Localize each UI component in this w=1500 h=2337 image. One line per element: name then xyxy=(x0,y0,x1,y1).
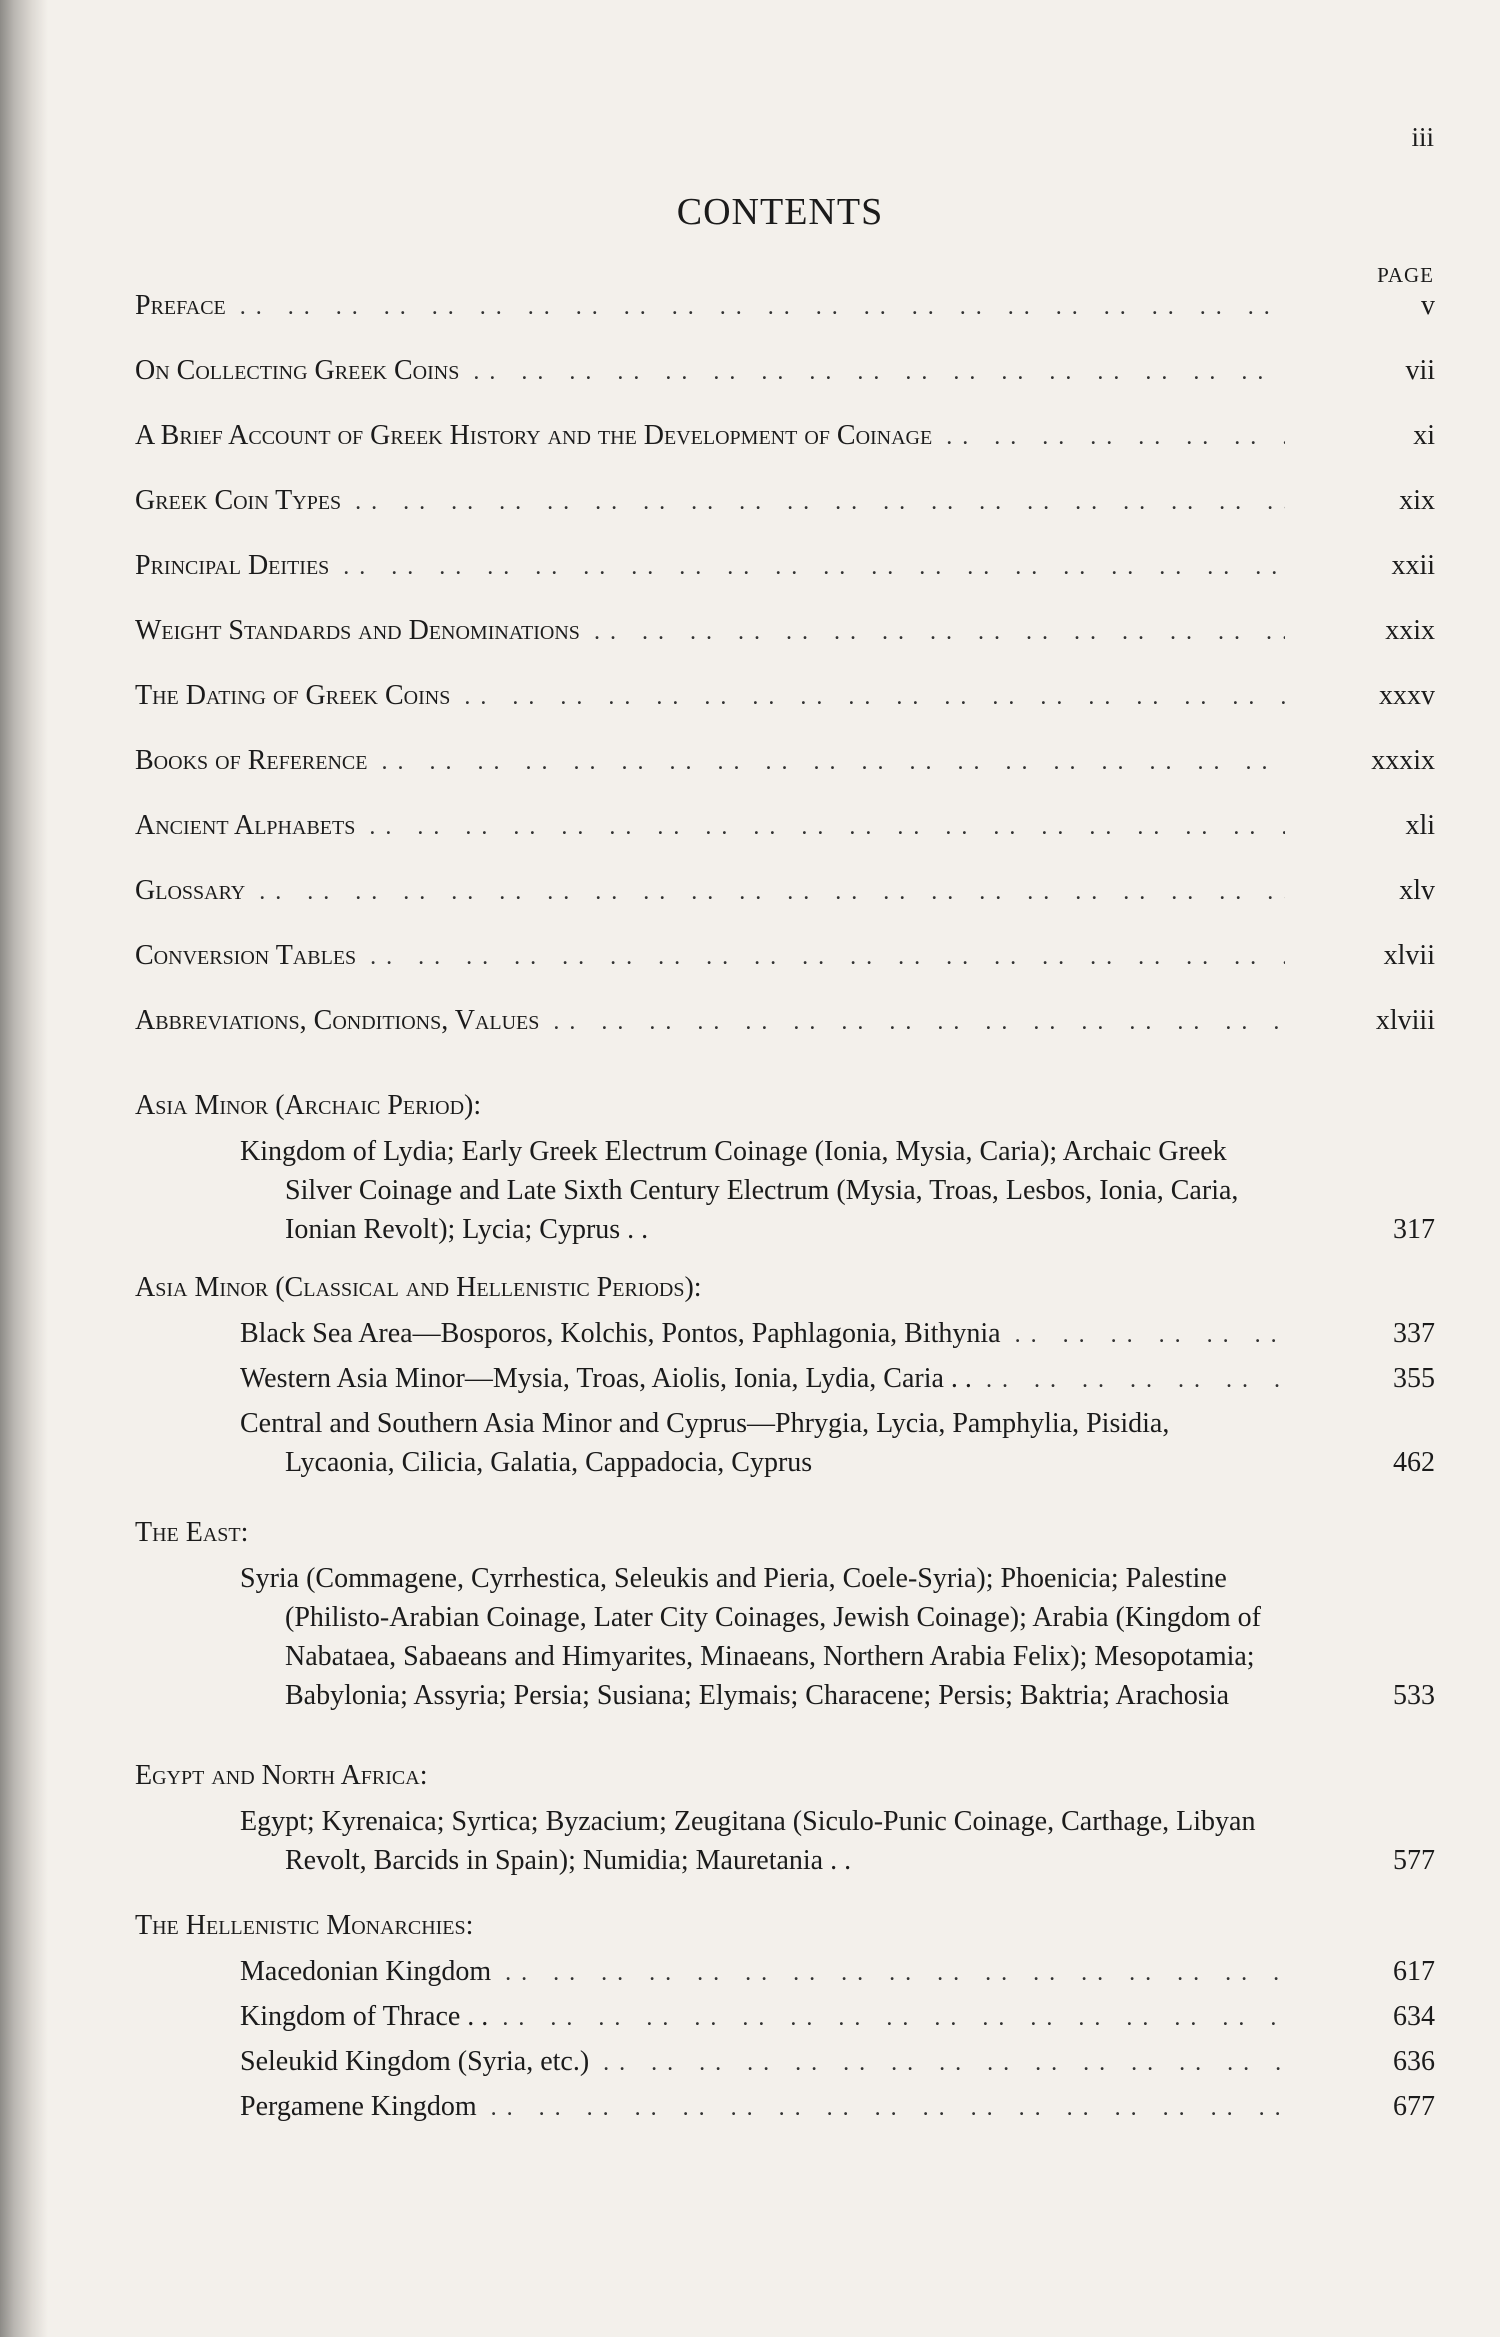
subentry-page: 462 xyxy=(1393,1447,1435,1478)
subentry-page: 355 xyxy=(1393,1363,1435,1394)
subentry-text: Western Asia Minor—Mysia, Troas, Aiolis, Ionia, Lydia, Caria . . xyxy=(240,1363,972,1394)
toc-entry-page: xxix xyxy=(1385,615,1435,646)
leader-dots xyxy=(505,1954,1285,1993)
subentry-text: Pergamene Kingdom xyxy=(240,2091,477,2122)
toc-entry-page: xlv xyxy=(1399,875,1435,906)
page-number: iii xyxy=(1411,122,1434,152)
subentry-page: 677 xyxy=(1393,2091,1435,2122)
toc-entry[interactable] xyxy=(135,810,1435,854)
toc-entry[interactable] xyxy=(135,940,1435,984)
toc-entry-label: On Collecting Greek Coins xyxy=(135,355,460,386)
subentry-page: 317 xyxy=(1393,1214,1435,1245)
subentry-text: Macedonian Kingdom xyxy=(240,1956,492,1987)
leader-dots xyxy=(370,944,1285,971)
leader-dots xyxy=(369,814,1285,841)
toc-entry-label: Ancient Alphabets xyxy=(135,810,356,841)
page-title: CONTENTS xyxy=(676,191,884,233)
subentry-text: Syria (Commagene, Cyrrhestica, Seleukis and Pieria, Coele-Syria); Phoenicia; Palestine (Philisto-Arabian Coinage, Later City Coinages, Jewish Coinage); Arabia (Kingdom of Nabataea, Sabaeans and Himyarites, Minaeans, Northern Arabia Felix); Mesopotamia; Babylonia; Assyria; Persia; Susiana; Elymais; Characene; Persis; Baktria; Arachosia xyxy=(240,1563,1261,1711)
toc-entry-page: xlviii xyxy=(1375,1005,1435,1036)
page-binding-shadow xyxy=(0,0,48,2337)
section-heading: Egypt and North Africa: xyxy=(135,1760,428,1791)
leader-dots xyxy=(502,1999,1285,2038)
toc-section xyxy=(135,1517,1435,1719)
toc-subentry[interactable] xyxy=(135,1802,1435,1880)
toc-entry-label: A Brief Account of Greek History and the Development of Coinage xyxy=(135,420,933,451)
toc-subentry[interactable] xyxy=(135,1132,1435,1249)
toc-entry-page: xlvii xyxy=(1383,940,1435,971)
leader-dots xyxy=(491,2089,1285,2128)
toc-entry[interactable] xyxy=(135,485,1435,529)
toc-entry[interactable] xyxy=(135,680,1435,724)
toc-subentry[interactable] xyxy=(135,1314,1435,1355)
toc-entry-label: Principal Deities xyxy=(135,550,330,581)
leader-dots xyxy=(355,489,1285,516)
subentry-text: Kingdom of Thrace . . xyxy=(240,2001,489,2032)
subentry-text: Kingdom of Lydia; Early Greek Electrum Coinage (Ionia, Mysia, Caria); Archaic Greek Silver Coinage and Late Sixth Century Electrum (Mysia, Troas, Lesbos, Ionia, Caria, Ionian Revolt); Lycia; Cyprus . . xyxy=(240,1136,1239,1245)
toc-entry-label: Greek Coin Types xyxy=(135,485,342,516)
toc-entry-page: xli xyxy=(1405,810,1435,841)
toc-entry[interactable] xyxy=(135,550,1435,594)
toc-subentry[interactable] xyxy=(135,2042,1435,2083)
leader-dots xyxy=(986,1361,1285,1400)
leader-dots xyxy=(473,359,1285,386)
leader-dots xyxy=(946,424,1285,451)
subentry-text: Seleukid Kingdom (Syria, etc.) xyxy=(240,2046,590,2077)
toc-entry[interactable] xyxy=(135,420,1435,464)
toc-subentry[interactable] xyxy=(135,1559,1435,1715)
subentry-page: 533 xyxy=(1393,1680,1435,1711)
toc-subentry[interactable] xyxy=(135,1404,1435,1482)
toc-entry[interactable] xyxy=(135,290,1435,334)
toc-section xyxy=(135,1272,1435,1486)
leader-dots xyxy=(603,2044,1285,2083)
leader-dots xyxy=(464,684,1285,711)
subentry-text: Central and Southern Asia Minor and Cyprus—Phrygia, Lycia, Pamphylia, Pisidia, Lycaonia, Cilicia, Galatia, Cappadocia, Cyprus xyxy=(240,1408,1170,1478)
toc-entry-page: xxii xyxy=(1391,550,1435,581)
toc-section xyxy=(135,1760,1435,1884)
toc-entry-label: Weight Standards and Denominations xyxy=(135,615,580,646)
section-heading: Asia Minor (Archaic Period): xyxy=(135,1090,482,1121)
toc-entry-page: xxxv xyxy=(1379,680,1435,711)
section-heading: The Hellenistic Monarchies: xyxy=(135,1910,474,1941)
toc-entry[interactable] xyxy=(135,615,1435,659)
toc-subentry[interactable] xyxy=(135,2087,1435,2128)
toc-subentry[interactable] xyxy=(135,1997,1435,2038)
toc-entry[interactable] xyxy=(135,355,1435,399)
toc-entry[interactable] xyxy=(135,875,1435,919)
subentry-page: 617 xyxy=(1393,1956,1435,1987)
toc-entry-page: vii xyxy=(1405,355,1435,386)
toc-entry-label: Conversion Tables xyxy=(135,940,357,971)
subentry-text: Black Sea Area—Bosporos, Kolchis, Pontos, Paphlagonia, Bithynia xyxy=(240,1318,1001,1349)
toc-subentry[interactable] xyxy=(135,1359,1435,1400)
toc-section xyxy=(135,1090,1435,1253)
leader-dots xyxy=(553,1009,1285,1036)
toc-entry-label: Books of Reference xyxy=(135,745,368,776)
subentry-page: 634 xyxy=(1393,2001,1435,2032)
section-heading: Asia Minor (Classical and Hellenistic Periods): xyxy=(135,1272,702,1303)
toc-subentry[interactable] xyxy=(135,1952,1435,1993)
leader-dots xyxy=(381,749,1285,776)
subentry-page: 577 xyxy=(1393,1845,1435,1876)
toc-entry-label: Abbreviations, Conditions, Values xyxy=(135,1005,540,1036)
toc-entry[interactable] xyxy=(135,745,1435,789)
toc-entry-page: xxxix xyxy=(1371,745,1435,776)
leader-dots xyxy=(1015,1316,1285,1355)
toc-entry-page: v xyxy=(1421,290,1435,321)
leader-dots xyxy=(240,294,1285,321)
toc-entry-label: Preface xyxy=(135,290,226,321)
toc-entry[interactable] xyxy=(135,1005,1435,1049)
toc-entry-page: xi xyxy=(1413,420,1435,451)
subentry-text: Egypt; Kyrenaica; Syrtica; Byzacium; Zeugitana (Siculo-Punic Coinage, Carthage, Libyan Revolt, Barcids in Spain); Numidia; Mauretania . . xyxy=(240,1806,1256,1876)
toc-entry-page: xix xyxy=(1399,485,1435,516)
section-heading: The East: xyxy=(135,1517,249,1548)
subentry-page: 636 xyxy=(1393,2046,1435,2077)
toc-entry-label: Glossary xyxy=(135,875,246,906)
page-column-header: PAGE xyxy=(1377,263,1434,287)
leader-dots xyxy=(594,619,1285,646)
toc-section xyxy=(135,1910,1435,2132)
subentry-page: 337 xyxy=(1393,1318,1435,1349)
leader-dots xyxy=(343,554,1285,581)
leader-dots xyxy=(259,879,1285,906)
toc-entry-label: The Dating of Greek Coins xyxy=(135,680,451,711)
